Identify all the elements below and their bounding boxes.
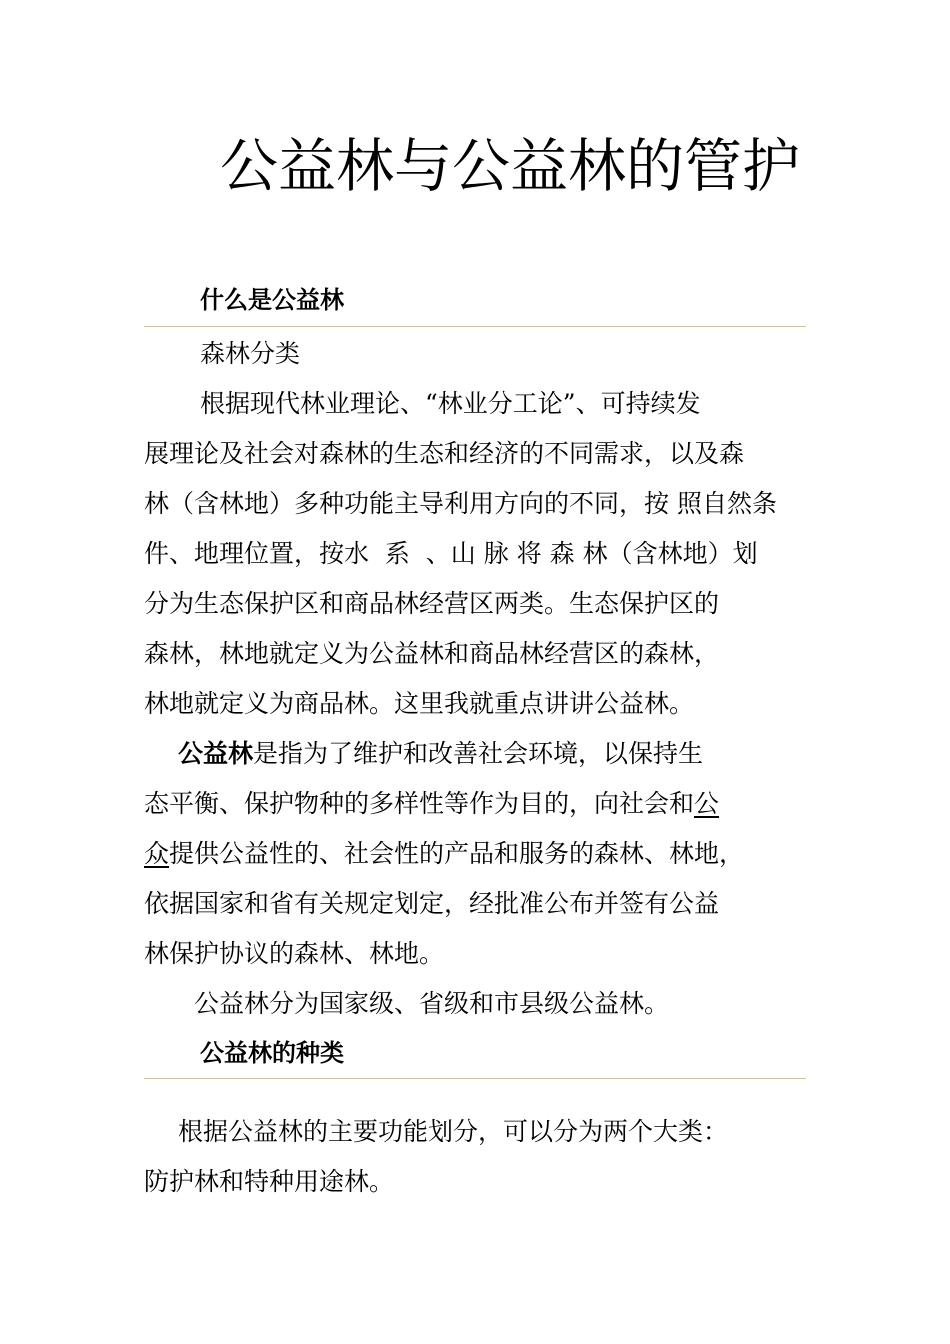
paragraph-line: [144, 834, 744, 874]
document-title: 公益林与公益林的管护: [219, 132, 800, 200]
term-public-welfare-forest: 公益林: [178, 739, 254, 768]
paragraph-line: 依据国家和省有关规定划定，经批准公布并签有公益: [144, 889, 720, 918]
paragraph-line: 防护林和特种用途林。: [144, 1167, 395, 1196]
paragraph-line: 件、地理位置，按水 系 、山 脉 将 森 林（含林地）划: [144, 539, 758, 568]
paragraph-text: 提供公益性的、社会性的产品和服务的森林、林地，: [169, 839, 745, 868]
paragraph-text: 态平衡、保护物种的多样性等作为目的，向社会和: [144, 789, 695, 818]
paragraph-line: 根据现代林业理论、“林业分工论”、可持续发: [200, 389, 701, 418]
paragraph-line: 森林，林地就定义为公益林和商品林经营区的森林，: [144, 639, 720, 668]
paragraph-line: 根据公益林的主要功能划分，可以分为两个大类：: [178, 1117, 729, 1146]
paragraph-text: 是指为了维护和改善社会环境，以保持生: [253, 739, 704, 768]
paragraph-line: 林（含林地）多种功能主导利用方向的不同，按 照自然条: [144, 489, 777, 518]
paragraph-line: [144, 784, 719, 824]
section-heading-what-is: 什么是公益林: [200, 286, 344, 314]
public-link[interactable]: 众: [144, 839, 170, 868]
paragraph-line: [178, 734, 703, 774]
section-heading-types: 公益林的种类: [200, 1039, 344, 1067]
paragraph-line: 分为生态保护区和商品林经营区两类。生态保护区的: [144, 589, 720, 618]
public-link[interactable]: 公: [694, 789, 720, 818]
section-divider: [144, 1078, 806, 1079]
paragraph-line: 林地就定义为商品林。这里我就重点讲讲公益林。: [144, 689, 695, 718]
paragraph-line: 林保护协议的森林、林地。: [144, 939, 445, 968]
section-divider: [144, 326, 806, 327]
paragraph-line: 展理论及社会对森林的生态和经济的不同需求，以及森: [144, 439, 745, 468]
paragraph-levels: 公益林分为国家级、省级和市县级公益林。: [194, 989, 670, 1018]
subheading-forest-classification: 森林分类: [200, 339, 301, 368]
